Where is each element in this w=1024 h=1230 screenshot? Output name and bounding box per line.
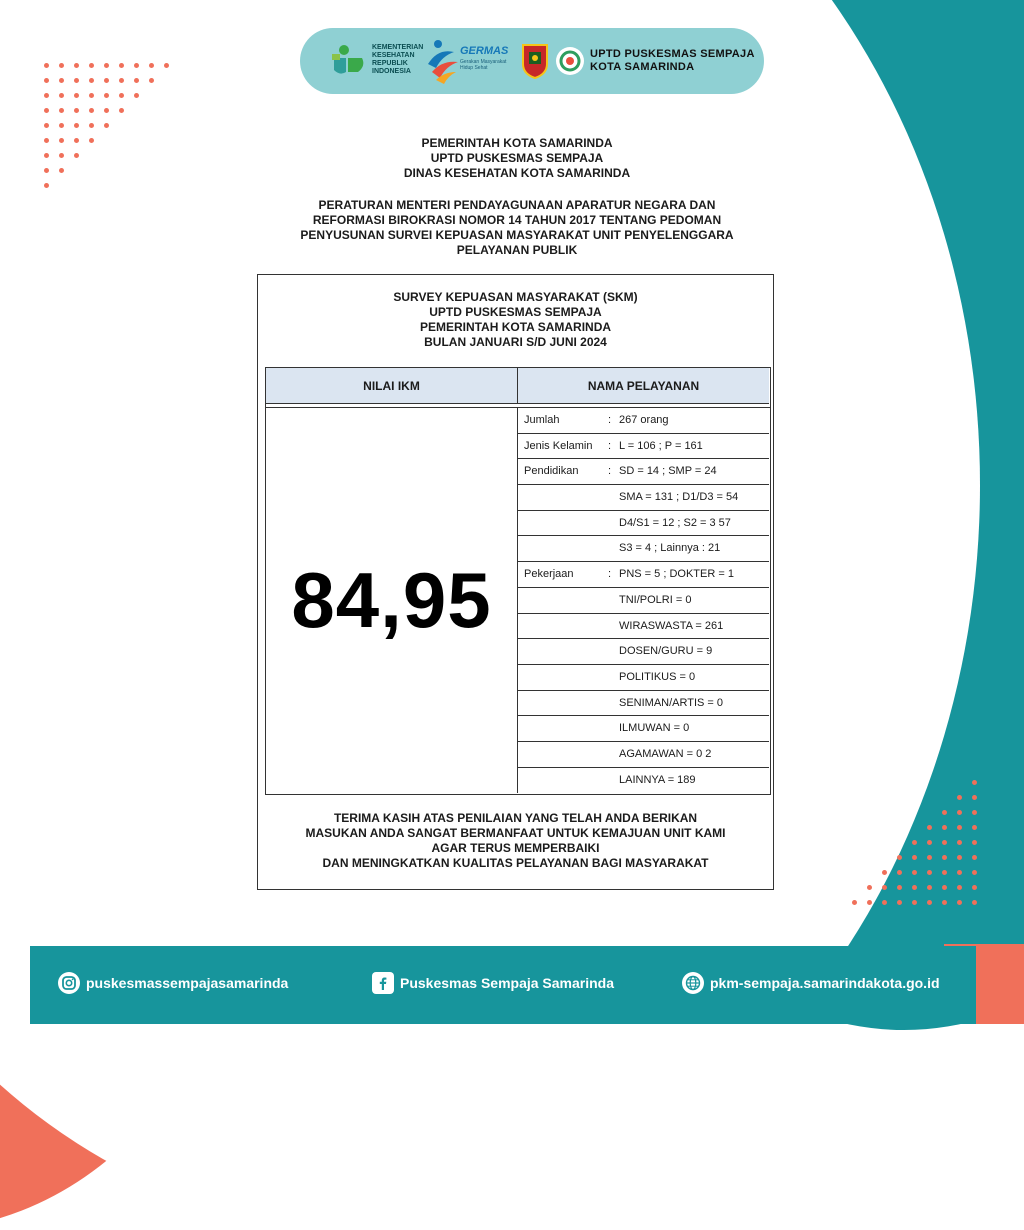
row-separator: : <box>608 439 612 452</box>
dot <box>44 93 49 98</box>
dot <box>59 108 64 113</box>
table-row <box>518 588 769 614</box>
facebook-icon <box>372 972 394 994</box>
dot <box>897 900 902 905</box>
dot <box>882 870 887 875</box>
website-url: pkm-sempaja.samarindakota.go.id <box>710 975 940 991</box>
footer-instagram[interactable] <box>58 972 288 994</box>
dot <box>44 138 49 143</box>
dot <box>59 138 64 143</box>
dot <box>89 123 94 128</box>
dot <box>942 870 947 875</box>
dot <box>74 108 79 113</box>
dot <box>89 78 94 83</box>
puskesmas-logo <box>555 46 585 76</box>
dot <box>972 810 977 815</box>
dot <box>134 93 139 98</box>
row-value: L = 106 ; P = 161 <box>619 439 703 452</box>
dot <box>104 108 109 113</box>
row-value: S3 = 4 ; Lainnya : 21 <box>619 542 721 555</box>
row-label: Jumlah <box>524 414 560 426</box>
dot <box>942 885 947 890</box>
table-row <box>518 511 769 537</box>
footer-website[interactable] <box>682 972 940 994</box>
facebook-page-name: Puskesmas Sempaja Samarinda <box>400 975 615 991</box>
table-row <box>518 768 769 794</box>
dot <box>104 93 109 98</box>
dot <box>972 780 977 785</box>
dot <box>44 108 49 113</box>
header-nama-pelayanan: NAMA PELAYANAN <box>518 368 769 404</box>
row-value: SENIMAN/ARTIS = 0 <box>619 696 724 709</box>
dot <box>119 93 124 98</box>
dot <box>897 855 902 860</box>
dot <box>74 123 79 128</box>
header-logo-bar <box>300 28 764 94</box>
dot <box>44 153 49 158</box>
ikm-value-cell <box>266 408 518 793</box>
samarinda-shield-logo <box>520 42 550 80</box>
dot <box>957 900 962 905</box>
dot <box>957 840 962 845</box>
dot <box>74 78 79 83</box>
table-row <box>518 434 769 460</box>
dot <box>882 885 887 890</box>
dot <box>44 63 49 68</box>
dot <box>912 885 917 890</box>
dot <box>942 810 947 815</box>
dot <box>59 63 64 68</box>
table-row <box>518 459 769 485</box>
dot <box>59 168 64 173</box>
dot <box>912 870 917 875</box>
row-separator: : <box>608 568 612 581</box>
row-separator: : <box>608 465 612 478</box>
dot <box>972 840 977 845</box>
dot <box>972 900 977 905</box>
dot <box>957 885 962 890</box>
dot <box>942 840 947 845</box>
row-value: POLITIKUS = 0 <box>619 670 696 683</box>
row-value: D4/S1 = 12 ; S2 = 3 57 <box>619 516 731 529</box>
dot <box>89 108 94 113</box>
dot <box>149 78 154 83</box>
dot <box>89 138 94 143</box>
dot <box>957 810 962 815</box>
table-row <box>518 639 769 665</box>
dot <box>89 93 94 98</box>
dot <box>897 885 902 890</box>
dot <box>119 78 124 83</box>
row-value: AGAMAWAN = 0 2 <box>619 747 712 760</box>
dot <box>104 63 109 68</box>
dot <box>972 855 977 860</box>
row-value: SMA = 131 ; D1/D3 = 54 <box>619 491 739 504</box>
kemenkes-logo <box>328 40 370 82</box>
dot <box>897 870 902 875</box>
row-value: PNS = 5 ; DOKTER = 1 <box>619 568 734 581</box>
kemenkes-text: KEMENTERIAN KESEHATAN REPUBLIK INDONESIA <box>372 44 424 75</box>
dot <box>852 900 857 905</box>
dot <box>89 63 94 68</box>
dot <box>59 93 64 98</box>
survey-title: SURVEY KEPUASAN MASYARAKAT (SKM) UPTD PUSKESMAS SEMPAJA PEMERINTAH KOTA SAMARINDA BULAN JANUARI S/D JUNI 2024 <box>393 290 638 349</box>
table-row <box>518 742 769 768</box>
row-value: 267 orang <box>619 414 669 426</box>
instagram-handle: puskesmassempajasamarinda <box>86 975 289 991</box>
header-nilai-ikm: NILAI IKM <box>266 368 518 404</box>
dot <box>942 900 947 905</box>
uptd-title: UPTD PUSKESMAS SEMPAJA KOTA SAMARINDA <box>590 48 755 73</box>
dot <box>134 78 139 83</box>
row-value: WIRASWASTA = 261 <box>619 619 724 632</box>
row-label: Pendidikan <box>524 465 579 478</box>
footer-bar <box>30 946 976 1024</box>
dot <box>972 825 977 830</box>
dot <box>74 63 79 68</box>
dot <box>867 885 872 890</box>
dot <box>74 93 79 98</box>
dot <box>104 78 109 83</box>
table-row <box>518 665 769 691</box>
dot <box>957 825 962 830</box>
service-rows <box>518 408 769 793</box>
dot <box>912 855 917 860</box>
dot <box>927 855 932 860</box>
row-value: LAINNYA = 189 <box>619 773 696 786</box>
dot <box>44 168 49 173</box>
dot <box>119 108 124 113</box>
dot <box>972 870 977 875</box>
row-value: ILMUWAN = 0 <box>619 722 690 735</box>
dot <box>867 900 872 905</box>
dot <box>927 825 932 830</box>
dot <box>59 153 64 158</box>
dot <box>972 885 977 890</box>
table-row <box>518 562 769 588</box>
dot <box>972 795 977 800</box>
dot <box>912 840 917 845</box>
dot <box>942 825 947 830</box>
row-value: DOSEN/GURU = 9 <box>619 645 713 658</box>
dot <box>927 840 932 845</box>
germas-subtitle: Gerakan Masyarakat Hidup Sehat <box>460 59 507 71</box>
dot <box>942 855 947 860</box>
table-row <box>518 408 769 434</box>
dot <box>149 63 154 68</box>
closing-message: TERIMA KASIH ATAS PENILAIAN YANG TELAH ANDA BERIKAN MASUKAN ANDA SANGAT BERMANFAAT UNTUK KEMAJUAN UNIT KAMI AGAR TERUS MEMPERBAIKI DAN MENINGKATKAN KUALITAS PELAYANAN BAGI MASYARAKAT <box>305 811 726 870</box>
table-row <box>518 536 769 562</box>
table-row <box>518 691 769 717</box>
dot <box>882 900 887 905</box>
dot <box>74 153 79 158</box>
germas-logo <box>424 38 464 84</box>
dot <box>44 123 49 128</box>
org-heading: PEMERINTAH KOTA SAMARINDA UPTD PUSKESMAS SEMPAJA DINAS KESEHATAN KOTA SAMARINDA <box>403 136 631 180</box>
dot <box>119 63 124 68</box>
dot <box>957 795 962 800</box>
table-row <box>518 716 769 742</box>
regulation-heading: PERATURAN MENTERI PENDAYAGUNAAN APARATUR NEGARA DAN REFORMASI BIROKRASI NOMOR 14 TAHUN 2017 TENTANG PEDOMAN PENYUSUNAN SURVEI KEPUASAN MASYARAKAT UNIT PENYELENGGARA PELAYANAN PUBLIK <box>300 198 734 257</box>
instagram-icon <box>58 972 80 994</box>
dot <box>957 855 962 860</box>
dot <box>59 78 64 83</box>
row-label: Pekerjaan <box>524 568 574 581</box>
globe-icon <box>682 972 704 994</box>
table-row <box>518 614 769 640</box>
dot <box>44 183 49 188</box>
dot <box>164 63 169 68</box>
dot <box>44 78 49 83</box>
dot <box>104 123 109 128</box>
dot <box>927 900 932 905</box>
ikm-table <box>265 367 771 795</box>
germas-title: GERMAS <box>460 45 509 57</box>
dot <box>912 900 917 905</box>
dot <box>74 138 79 143</box>
table-row <box>518 485 769 511</box>
dot <box>927 870 932 875</box>
dot <box>957 870 962 875</box>
dot <box>927 885 932 890</box>
row-label: Jenis Kelamin <box>524 439 593 452</box>
row-separator: : <box>608 414 612 426</box>
row-value: TNI/POLRI = 0 <box>619 593 692 606</box>
ikm-value: 84,95 <box>291 556 492 644</box>
footer-facebook[interactable] <box>372 972 614 994</box>
dot <box>59 123 64 128</box>
dot <box>134 63 139 68</box>
row-value: SD = 14 ; SMP = 24 <box>619 465 717 478</box>
survey-document <box>257 274 774 890</box>
